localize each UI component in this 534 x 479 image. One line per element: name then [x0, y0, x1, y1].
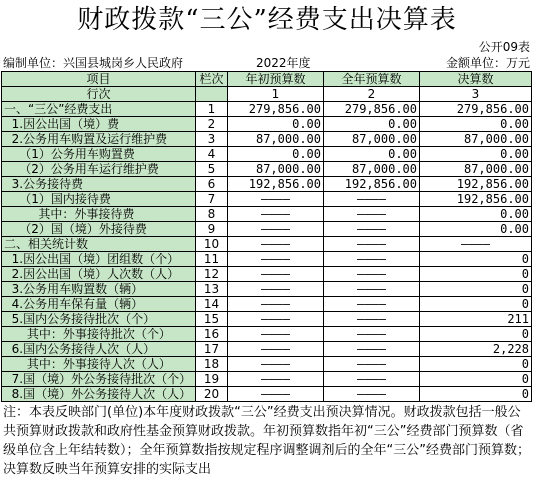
row-annual: ———— [324, 252, 420, 267]
table-row [2, 117, 532, 132]
expense-table [1, 71, 532, 402]
row-label: 二、相关统计数 [2, 237, 196, 252]
row-budget: ———— [228, 312, 324, 327]
row-final: 0 [420, 282, 532, 297]
row-label: 7.国（境）外公务接待批次（个） [2, 372, 196, 387]
row-label: 1.因公出国（境）费 [2, 117, 196, 132]
row-budget: ———— [228, 372, 324, 387]
row-number: 10 [196, 237, 228, 252]
row-final: 211 [420, 312, 532, 327]
row-annual: 279,856.00 [324, 102, 420, 117]
row-label: 其中：外事接待批次（个） [2, 327, 196, 342]
row-final: 0 [420, 267, 532, 282]
row-final: 0 [420, 327, 532, 342]
row-annual: ———— [324, 387, 420, 402]
row-budget: ———— [228, 327, 324, 342]
header-empty [196, 87, 228, 102]
row-final: 0 [420, 387, 532, 402]
row-final: 0.00 [420, 207, 532, 222]
table-row [2, 252, 532, 267]
row-label: （1）国内接待费 [2, 192, 196, 207]
header-col: 栏次 [196, 72, 228, 87]
row-label: 其中：外事接待费 [2, 207, 196, 222]
table-row [2, 342, 532, 357]
table-row [2, 297, 532, 312]
header-annual: 全年预算数 [324, 72, 420, 87]
row-number: 13 [196, 282, 228, 297]
row-annual: ———— [324, 357, 420, 372]
row-label: 3.公务用车购置数（辆） [2, 282, 196, 297]
report-year: 2022年度 [256, 56, 311, 70]
header-item: 项目 [2, 72, 196, 87]
row-number: 8 [196, 207, 228, 222]
row-annual: ———— [324, 207, 420, 222]
row-annual: 87,000.00 [324, 132, 420, 147]
row-label: （2）国（境）外接待费 [2, 222, 196, 237]
table-row [2, 312, 532, 327]
row-final: 0 [420, 357, 532, 372]
row-budget: ———— [228, 252, 324, 267]
row-annual: ———— [324, 342, 420, 357]
header-number-row [2, 87, 532, 102]
row-final: 0.00 [420, 147, 532, 162]
row-number: 5 [196, 162, 228, 177]
row-label: 2.因公出国（境）人次数（人） [2, 267, 196, 282]
row-annual: ———— [324, 372, 420, 387]
row-final: 2,228 [420, 342, 532, 357]
row-annual: ———— [324, 267, 420, 282]
row-annual: ———— [324, 312, 420, 327]
header-budget: 年初预算数 [228, 72, 324, 87]
row-budget: ———— [228, 387, 324, 402]
row-annual: 192,856.00 [324, 177, 420, 192]
row-budget: ———— [228, 237, 324, 252]
table-row [2, 387, 532, 402]
row-number: 20 [196, 387, 228, 402]
row-budget: ———— [228, 297, 324, 312]
row-number: 19 [196, 372, 228, 387]
form-code: 公开09表 [478, 40, 530, 54]
row-label: 5.国内公务接待批次（个） [2, 312, 196, 327]
row-number: 2 [196, 117, 228, 132]
row-annual: ———— [324, 222, 420, 237]
row-number: 12 [196, 267, 228, 282]
row-budget: 192,856.00 [228, 177, 324, 192]
table-row [2, 102, 532, 117]
row-annual: 0.00 [324, 147, 420, 162]
row-budget: ———— [228, 267, 324, 282]
row-budget: ———— [228, 282, 324, 297]
row-label: 2.公务用车购置及运行维护费 [2, 132, 196, 147]
row-annual: ———— [324, 282, 420, 297]
row-final: 0.00 [420, 222, 532, 237]
row-number: 1 [196, 102, 228, 117]
row-final: 0.00 [420, 117, 532, 132]
header-row-label: 行次 [2, 87, 196, 102]
row-budget: 0.00 [228, 117, 324, 132]
table-row [2, 372, 532, 387]
row-label: 6.国内公务接待人次（人） [2, 342, 196, 357]
row-budget: ———— [228, 222, 324, 237]
row-number: 18 [196, 357, 228, 372]
row-annual: ———— [324, 327, 420, 342]
row-number: 9 [196, 222, 228, 237]
row-label: （1）公务用车购置费 [2, 147, 196, 162]
table-row [2, 222, 532, 237]
row-budget: 87,000.00 [228, 132, 324, 147]
row-number: 11 [196, 252, 228, 267]
row-annual: ———— [324, 237, 420, 252]
table-row [2, 327, 532, 342]
table-row [2, 357, 532, 372]
row-final: 87,000.00 [420, 132, 532, 147]
row-final: 192,856.00 [420, 177, 532, 192]
row-label: 一、“三公”经费支出 [2, 102, 196, 117]
header-n3: 3 [420, 87, 532, 102]
table-row [2, 132, 532, 147]
table-row [2, 282, 532, 297]
row-label: 8.国（境）外公务接待人次（人） [2, 387, 196, 402]
row-final: 0 [420, 372, 532, 387]
row-number: 6 [196, 177, 228, 192]
row-number: 14 [196, 297, 228, 312]
row-number: 16 [196, 327, 228, 342]
row-label: 其中：外事接待人次（人） [2, 357, 196, 372]
footnote: 注：本表反映部门(单位)本年度财政拨款“三公”经费支出预决算情况。财政拨款包括一般公共预算财政拨款和政府性基金预算财政拨款。年初预算数指年初“三公”经费部门预算数（省级单位含上年结转数）；全年预算数指按规定程序调整调剂后的全年“三公”经费部门预算数；决算数反映当年预算安排的实际支出 [3, 405, 530, 477]
row-number: 4 [196, 147, 228, 162]
row-annual: 0.00 [324, 117, 420, 132]
table-row [2, 147, 532, 162]
row-final: ———— [420, 237, 532, 252]
row-number: 7 [196, 192, 228, 207]
row-label: （2）公务用车运行维护费 [2, 162, 196, 177]
row-number: 15 [196, 312, 228, 327]
table-row [2, 162, 532, 177]
row-annual: 87,000.00 [324, 162, 420, 177]
table-row [2, 267, 532, 282]
row-budget: ———— [228, 192, 324, 207]
header-n2: 2 [324, 87, 420, 102]
table-row [2, 237, 532, 252]
amount-unit: 金额单位：万元 [445, 56, 530, 70]
header-final: 决算数 [420, 72, 532, 87]
row-budget: ———— [228, 357, 324, 372]
table-row [2, 207, 532, 222]
row-budget: ———— [228, 207, 324, 222]
header-n1: 1 [228, 87, 324, 102]
row-number: 3 [196, 132, 228, 147]
row-annual: ———— [324, 192, 420, 207]
row-label: 3.公务接待费 [2, 177, 196, 192]
table-row [2, 192, 532, 207]
row-budget: 279,856.00 [228, 102, 324, 117]
row-final: 279,856.00 [420, 102, 532, 117]
row-final: 0 [420, 297, 532, 312]
row-label: 4.公务用车保有量（辆） [2, 297, 196, 312]
row-budget: 87,000.00 [228, 162, 324, 177]
org-name: 编制单位：兴国县城岗乡人民政府 [3, 56, 184, 70]
row-annual: ———— [324, 297, 420, 312]
row-final: 87,000.00 [420, 162, 532, 177]
page-title: 财政拨款“三公”经费支出决算表 [77, 5, 457, 35]
table-row [2, 177, 532, 192]
row-label: 1.因公出国（境）团组数（个） [2, 252, 196, 267]
row-budget: ———— [228, 342, 324, 357]
row-number: 17 [196, 342, 228, 357]
row-final: 192,856.00 [420, 192, 532, 207]
header-row [2, 72, 532, 87]
row-budget: 0.00 [228, 147, 324, 162]
row-final: 0 [420, 252, 532, 267]
